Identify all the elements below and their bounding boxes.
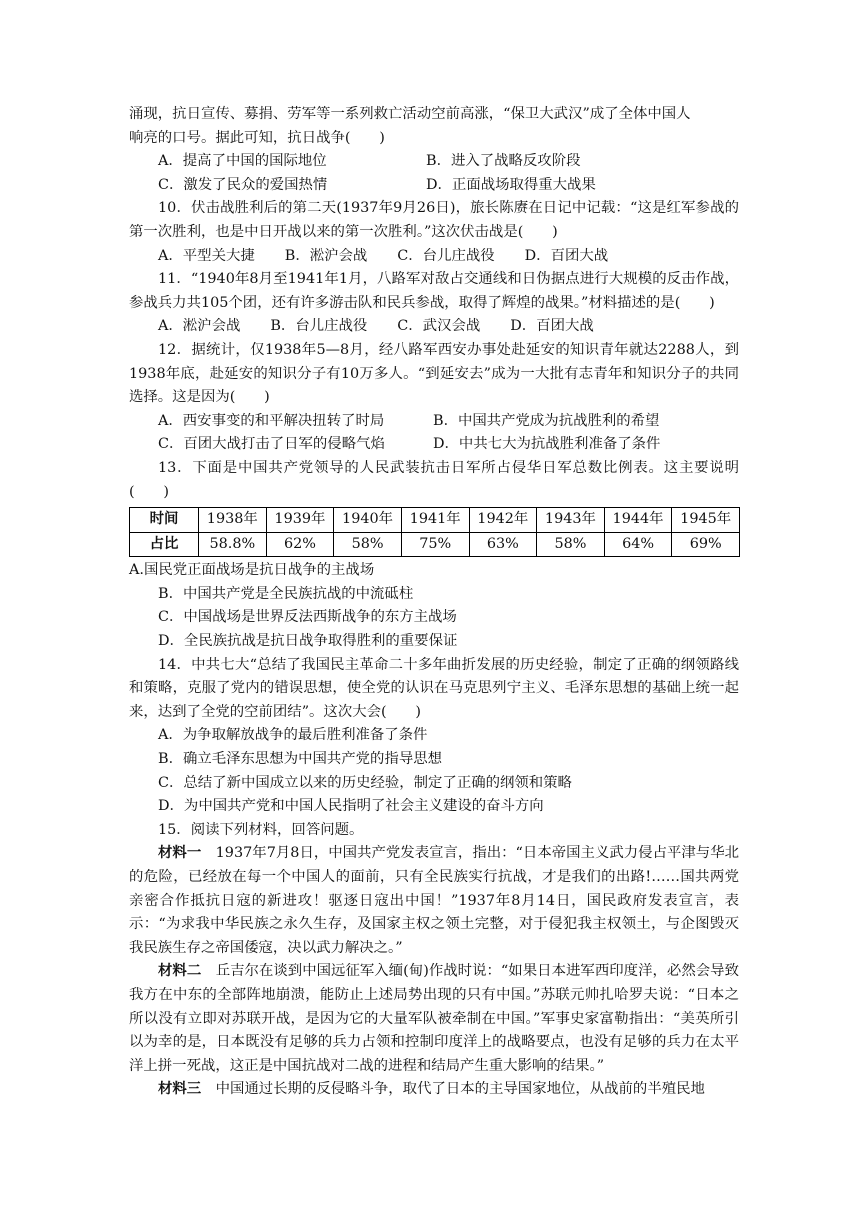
q14-option-b[interactable]: B．确立毛泽东思想为中国共产党的指导思想 bbox=[158, 751, 442, 768]
q9-options-row2 bbox=[129, 174, 739, 198]
q13-option-a[interactable]: A.国民党正面战场是抗日战争的主战场 bbox=[129, 562, 375, 579]
material-3-text: 中国通过长期的反侵略斗争，取代了日本的主导国家地位，从战前的半殖民地 bbox=[215, 1081, 705, 1098]
q9-option-c[interactable]: C．激发了民众的爱国热情 bbox=[158, 176, 328, 193]
material-1-label: 材料一 bbox=[158, 845, 202, 862]
q11-options bbox=[129, 315, 739, 339]
q15-material-3 bbox=[129, 1078, 739, 1102]
q15-material-2 bbox=[129, 960, 739, 1078]
table-cell-ratio: 62% bbox=[266, 532, 334, 557]
table-header-ratio: 占比 bbox=[130, 532, 199, 557]
material-1-text: 1937年7月8日，中国共产党发表宣言，指出：“日本帝国主义武力侵占平津与华北的危险，已经放在每一个中国人的面前，只有全民族实行抗战，才是我们的出路!……国共两党亲密合作抵抗日寇的新进攻！驱逐日寇出中国！”1937年8月14日，国民政府发表宣言，表示：“为求我中华民族之永久生存，及国家主权之领土完整，对于侵犯我主权领土，与企图毁灭我民族生存之帝国倭寇，决以武力解决之。” bbox=[129, 845, 739, 956]
q13-option-d[interactable]: D．全民族抗战是抗日战争取得胜利的重要保证 bbox=[158, 633, 458, 650]
exam-content bbox=[129, 103, 739, 1102]
q12-option-b[interactable]: B．中国共产党成为抗战胜利的希望 bbox=[433, 412, 660, 429]
table-cell-ratio: 75% bbox=[401, 532, 469, 557]
q14-stem: 14．中共七大“总结了我国民主革命二十多年曲折发展的历史经验，制定了正确的纲领路线和策略，克服了党内的错误思想，使全党的认识在马克思列宁主义、毛泽东思想的基础上统一起来，达到了全党的空前团结”。这次大会( ) bbox=[129, 656, 739, 720]
table-cell-ratio: 58% bbox=[334, 532, 402, 557]
q9-option-a[interactable]: A．提高了中国的国际地位 bbox=[158, 153, 327, 170]
q9-stem-line2: 响亮的口号。据此可知，抗日战争( ) bbox=[129, 129, 385, 146]
table-row-years bbox=[130, 508, 740, 533]
table-cell-ratio: 58.8% bbox=[199, 532, 267, 557]
q10-options bbox=[129, 245, 739, 269]
table-cell-year: 1939年 bbox=[266, 508, 334, 533]
q15-material-1 bbox=[129, 842, 739, 960]
table-cell-year: 1941年 bbox=[401, 508, 469, 533]
table-cell-ratio: 63% bbox=[469, 532, 537, 557]
table-cell-year: 1945年 bbox=[672, 508, 740, 533]
q9-option-d[interactable]: D．正面战场取得重大战果 bbox=[426, 176, 596, 193]
q14-option-a[interactable]: A．为争取解放战争的最后胜利准备了条件 bbox=[158, 727, 428, 744]
q10-option-c[interactable]: C．台儿庄战役 bbox=[397, 247, 495, 264]
q12-stem: 12．据统计，仅1938年5—8月，经八路军西安办事处赴延安的知识青年就达2288人，到1938年底，赴延安的知识分子有10万多人。“到延安去”成为一大批有志青年和知识分子的共同选择。这是因为( ) bbox=[129, 341, 739, 406]
q11-option-b[interactable]: B．台儿庄战役 bbox=[270, 318, 368, 335]
q14-option-d[interactable]: D．为中国共产党和中国人民指明了社会主义建设的奋斗方向 bbox=[158, 798, 544, 815]
q11-stem: 11．“1940年8月至1941年1月，八路军对敌占交通线和日伪据点进行大规模的反击作战，参战兵力共105个团，还有许多游击队和民兵参战，取得了辉煌的战果。”材料描述的是( ) bbox=[129, 271, 739, 311]
q12-option-a[interactable]: A．西安事变的和平解决扭转了时局 bbox=[158, 412, 385, 429]
q13-stem: 13．下面是中国共产党领导的人民武装抗击日军所占侵华日军总数比例表。这主要说明( ) bbox=[129, 459, 739, 500]
q12-options-row2 bbox=[129, 433, 739, 457]
q13-ratio-table bbox=[129, 507, 740, 557]
table-cell-year: 1943年 bbox=[537, 508, 605, 533]
q10-stem: 10．伏击战胜利后的第二天(1937年9月26日)，旅长陈赓在日记中记载：“这是红军参战的第一次胜利，也是中日开战以来的第一次胜利。”这次伏击战是( ) bbox=[129, 200, 739, 240]
table-header-time: 时间 bbox=[130, 508, 199, 533]
q11-option-a[interactable]: A．淞沪会战 bbox=[158, 318, 241, 335]
q12-option-d[interactable]: D．中共七大为抗战胜利准备了条件 bbox=[433, 436, 661, 453]
q11-option-d[interactable]: D．百团大战 bbox=[510, 318, 594, 335]
q13-option-c[interactable]: C．中国战场是世界反法西斯战争的东方主战场 bbox=[158, 609, 457, 626]
table-row-ratios bbox=[130, 532, 740, 557]
q13-option-b[interactable]: B．中国共产党是全民族抗战的中流砥柱 bbox=[158, 585, 414, 602]
table-cell-ratio: 58% bbox=[537, 532, 605, 557]
q9-option-b[interactable]: B．进入了战略反攻阶段 bbox=[426, 153, 581, 170]
table-cell-year: 1940年 bbox=[334, 508, 402, 533]
table-cell-year: 1942年 bbox=[469, 508, 537, 533]
table-cell-year: 1938年 bbox=[199, 508, 267, 533]
q10-option-a[interactable]: A．平型关大捷 bbox=[158, 247, 255, 264]
table-cell-ratio: 64% bbox=[604, 532, 672, 557]
material-2-text: 丘吉尔在谈到中国远征军入缅(甸)作战时说：“如果日本进军西印度洋，必然会导致我方在中东的全部阵地崩溃，能防止上述局势出现的只有中国。”苏联元帅扎哈罗夫说：“日本之所以没有立即对苏联开战，是因为它的大量军队被牵制在中国。”军事史家富勒指出：“美英所引以为幸的是，日本既没有足够的兵力占领和控制印度洋上的战略要点，也没有足够的兵力在太平洋上拼一死战，这正是中国抗战对二战的进程和结局产生重大影响的结果。” bbox=[129, 963, 739, 1074]
q12-options-row1 bbox=[129, 410, 739, 434]
q9-stem-line1: 涌现，抗日宣传、募捐、劳军等一系列救亡活动空前高涨，“保卫大武汉”成了全体中国人 bbox=[129, 106, 691, 122]
q14-option-c[interactable]: C．总结了新中国成立以来的历史经验，制定了正确的纲领和策略 bbox=[158, 774, 572, 791]
q10-option-d[interactable]: D．百团大战 bbox=[524, 247, 609, 264]
q12-option-c[interactable]: C．百团大战打击了日军的侵略气焰 bbox=[158, 436, 385, 453]
material-2-label: 材料二 bbox=[158, 963, 202, 980]
q9-options-row1 bbox=[129, 150, 739, 174]
q11-option-c[interactable]: C．武汉会战 bbox=[397, 318, 481, 335]
material-3-label: 材料三 bbox=[158, 1081, 202, 1098]
q15-stem: 15．阅读下列材料，回答问题。 bbox=[158, 821, 364, 838]
table-cell-ratio: 69% bbox=[672, 532, 740, 557]
table-cell-year: 1944年 bbox=[604, 508, 672, 533]
q10-option-b[interactable]: B．淞沪会战 bbox=[284, 247, 368, 264]
